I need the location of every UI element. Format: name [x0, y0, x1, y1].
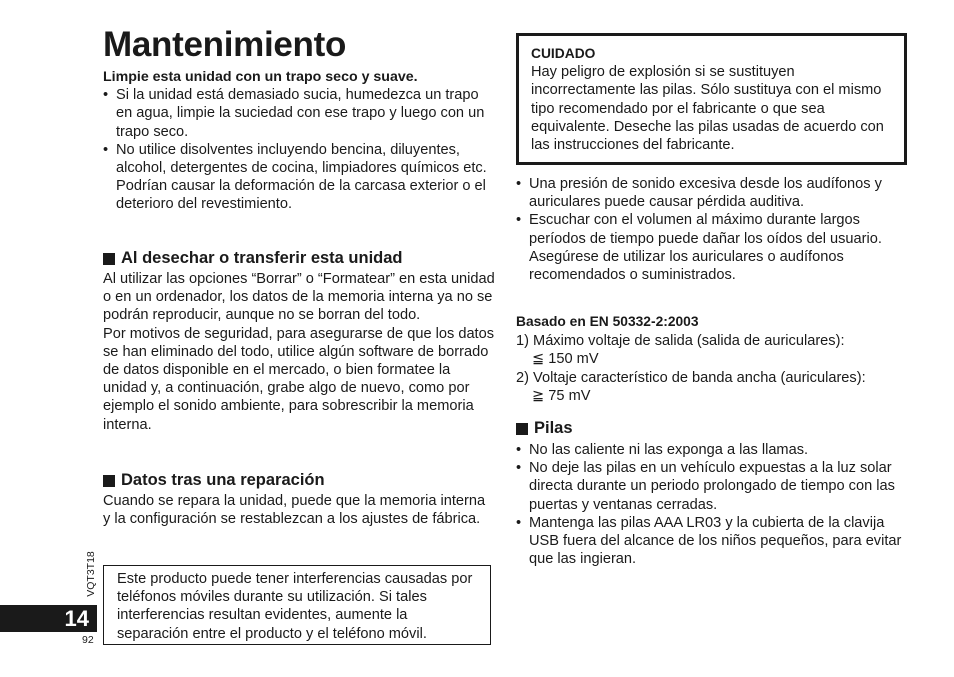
- maintenance-lead: Limpie esta unidad con un trapo seco y suave.: [103, 69, 418, 85]
- standard-item-text: 1) Máximo voltaje de salida (salida de auriculares):: [516, 333, 845, 350]
- caution-heading: CUIDADO: [531, 46, 596, 61]
- square-bullet-icon: [103, 253, 115, 265]
- disposal-heading-text: Al desechar o transferir esta unidad: [121, 249, 403, 267]
- list-item: [516, 369, 911, 405]
- interference-note: Este producto puede tener interferencias causadas por teléfonos móviles durante su utilización. Si tales interferencias resultan evidentes, aumente la separación entre el producto y el teléfono móvil.: [103, 565, 491, 645]
- caution-text: Hay peligro de explosión si se sustituyen incorrectamente las pilas. Sólo sustituya con el mismo tipo recomendado por el fabricante o que sea equivalente. Deseche las pilas usadas de acuerdo con las instrucciones del fabricante.: [531, 64, 884, 154]
- list-item: • No las caliente ni las exponga a las llamas.: [516, 441, 911, 459]
- list-item: • No deje las pilas en un vehículo expuestas a la luz solar directa durante un periodo prolongado de tiempo con las puertas y ventanas cerradas.: [516, 459, 911, 514]
- document-code-text: VQT3T18: [85, 551, 97, 597]
- disposal-paragraph-2: Por motivos de seguridad, para asegurarse de que los datos se han eliminado del todo, utilice algún software de borrado de datos disponible en el mercado, o bien formatee la unidad y, a continuación, grabe algo de nuevo, como por ejemplo el sonido ambiente, para sobrescribir la memoria interna.: [103, 325, 495, 433]
- standard-item-text: 2) Voltaje característico de banda ancha (auriculares):: [516, 369, 866, 386]
- list-item-text: • Escuchar con el volumen al máximo durante largos períodos de tiempo puede dañar los oídos del usuario.: [529, 212, 882, 247]
- square-bullet-icon: [103, 475, 115, 487]
- page-number: 14: [0, 605, 97, 632]
- standard-item-value: ≧ 75 mV: [532, 387, 591, 404]
- maintenance-list: [103, 86, 495, 213]
- list-item: • Si la unidad está demasiado sucia, humedezca un trapo en agua, limpie la suciedad con ese trapo y luego con un trapo seco.: [103, 86, 495, 141]
- repair-section: [103, 470, 495, 528]
- batteries-list: [516, 441, 911, 568]
- list-item: • Una presión de sonido excesiva desde los audífonos y auriculares puede causar pérdida auditiva.: [516, 175, 911, 211]
- standard-heading: Basado en EN 50332-2:2003: [516, 314, 699, 329]
- disposal-paragraph-1: Al utilizar las opciones “Borrar” o “Formatear” en esta unidad o en un ordenador, los datos de la memoria interna ya no se podrán reproducir, aunque no se borran del todo.: [103, 271, 495, 324]
- standard-item-value: ≦ 150 mV: [532, 351, 599, 368]
- maintenance-section: [103, 68, 495, 214]
- hearing-list: [516, 175, 911, 284]
- list-item: [516, 332, 911, 368]
- page-sub-number: 92: [82, 634, 94, 646]
- standard-list: [516, 332, 911, 405]
- disposal-section: [103, 248, 495, 434]
- repair-heading-text: Datos tras una reparación: [121, 471, 325, 489]
- batteries-section: [516, 418, 911, 568]
- list-item-text: Asegúrese de utilizar los auriculares o audífonos recomendados o suministrados.: [529, 248, 844, 284]
- repair-paragraph: Cuando se repara la unidad, puede que la memoria interna y la configuración se restablezcan a los ajustes de fábrica.: [103, 493, 486, 528]
- batteries-heading: [516, 418, 911, 438]
- page-title: Mantenimiento: [103, 25, 347, 64]
- document-code: [82, 549, 100, 599]
- standard-section: [516, 313, 911, 405]
- disposal-heading: [103, 248, 495, 268]
- list-item: • Mantenga las pilas AAA LR03 y la cubierta de la clavija USB fuera del alcance de los niños pequeños, para evitar que las ingieran.: [516, 514, 911, 569]
- list-item: [516, 211, 911, 284]
- caution-box: [516, 33, 907, 165]
- list-item: • No utilice disolventes incluyendo bencina, diluyentes, alcohol, detergentes de cocina, limpiadores químicos etc. Podrían causar la deformación de la carcasa exterior o el deterioro del revestimiento.: [103, 141, 495, 214]
- square-bullet-icon: [516, 423, 528, 435]
- repair-heading: [103, 470, 495, 490]
- batteries-heading-text: Pilas: [534, 419, 573, 437]
